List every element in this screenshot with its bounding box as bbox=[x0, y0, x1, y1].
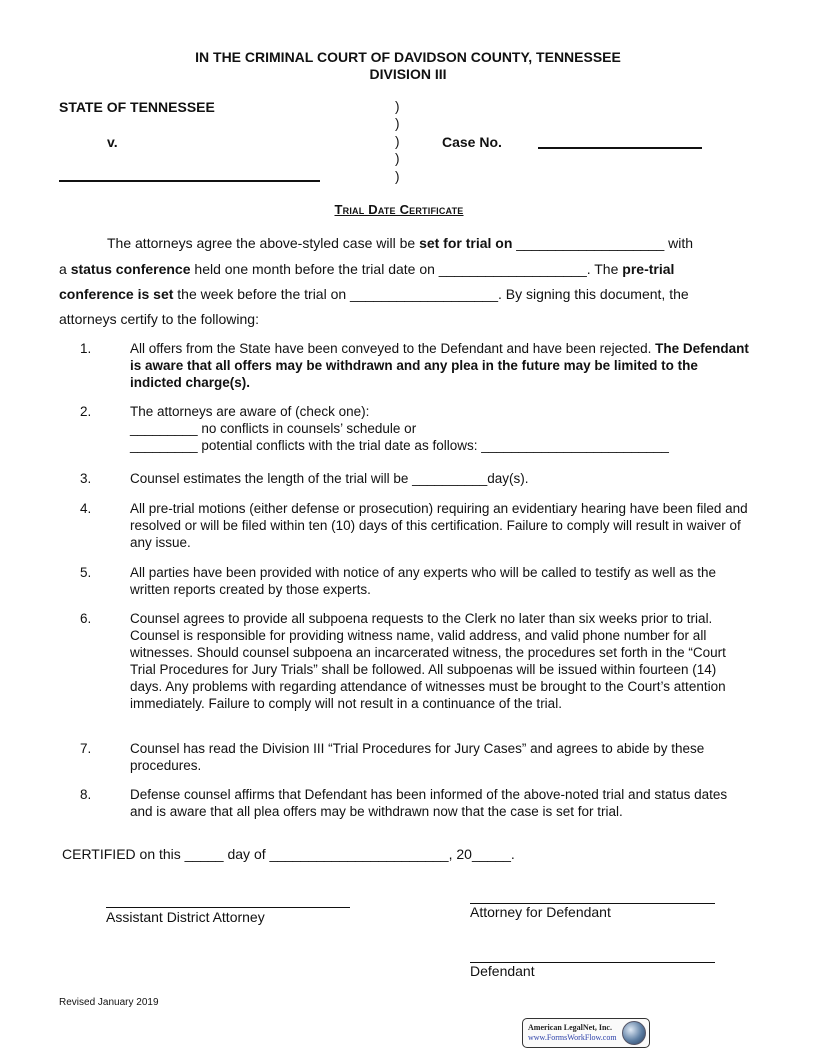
item-number: 8. bbox=[80, 787, 92, 802]
item-text: The attorneys are aware of (check one): _________ no conflicts in counsels’ schedule or _________ potential conflicts with the trial date as follows: _________________________ bbox=[130, 403, 750, 454]
item-text: Counsel agrees to provide all subpoena requests to the Clerk no later than six weeks prior to trial. Counsel is responsible for providing witness name, valid address, and valid phone number for all witnesses. Should counsel subpoena an incarcerated witness, the procedures set forth in the “Court Trial Procedures for Jury Trials” shall be followed. All subpoenas will be issued within fourteen (14) days. Any problems with regarding attendance of witnesses must be brought to the Court’s attention immediately. Failure to comply will not result in a continuance of the trial. bbox=[130, 611, 726, 711]
item-text: Counsel has read the Division III “Trial Procedures for Jury Cases” and agrees to abide by these procedures. bbox=[130, 741, 705, 773]
forms-workflow-logo[interactable]: American LegalNet, Inc. www.FormsWorkFlow.com bbox=[522, 1018, 650, 1048]
item-text: All offers from the State have been conveyed to the Defendant and have been rejected. The Defendant is aware that all offers may be withdrawn and any plea in the future may be limited to the indicted charge(s). bbox=[130, 341, 749, 390]
defendant-signature-label: Defendant bbox=[470, 963, 535, 979]
defendant-name-line[interactable] bbox=[59, 180, 320, 182]
item-text: Counsel estimates the length of the trial will be __________day(s). bbox=[130, 471, 529, 486]
document-title: Trial Date Certificate bbox=[334, 202, 464, 217]
item-text: All parties have been provided with notice of any experts who will be called to testify as well as the written reports created by those experts. bbox=[130, 565, 717, 597]
item-number: 4. bbox=[80, 501, 92, 516]
caption-parentheses: ) ) ) ) ) bbox=[395, 99, 400, 184]
state-of-tennessee: STATE OF TENNESSEE bbox=[59, 99, 215, 115]
globe-icon bbox=[622, 1021, 646, 1045]
potential-conflicts-option[interactable]: _________ potential conflicts with the trial date as follows: _________________________ bbox=[130, 438, 669, 453]
item-number: 6. bbox=[80, 611, 92, 626]
item-number: 1. bbox=[80, 341, 92, 356]
division-heading: DIVISION III bbox=[369, 66, 447, 82]
item-text: All pre-trial motions (either defense or prosecution) requiring an evidentiary hearing have been filed and resolved or will be filed within ten (10) days of this certification. Failure to comply will result in waiver of any issue. bbox=[130, 501, 748, 550]
ada-signature-label: Assistant District Attorney bbox=[106, 909, 265, 925]
versus-label: v. bbox=[107, 134, 118, 150]
ada-signature-line[interactable] bbox=[106, 907, 350, 908]
item-text: Defense counsel affirms that Defendant has been informed of the above-noted trial and status dates and is aware that all plea offers may be withdrawn now that the case is set for trial. bbox=[130, 787, 728, 819]
no-conflicts-option[interactable]: _________ no conflicts in counsels’ schedule or bbox=[130, 421, 417, 436]
intro-line-1: The attorneys agree the above-styled case will be set for trial on ___________________ with bbox=[107, 235, 694, 251]
case-no-label: Case No. bbox=[442, 134, 502, 150]
defense-attorney-signature-label: Attorney for Defendant bbox=[470, 904, 611, 920]
item-number: 5. bbox=[80, 565, 92, 580]
item-number: 2. bbox=[80, 404, 92, 419]
case-no-line[interactable] bbox=[538, 147, 702, 149]
item-number: 3. bbox=[80, 471, 92, 486]
item-number: 7. bbox=[80, 741, 92, 756]
intro-line-3: conference is set the week before the trial on ___________________. By signing this document, the bbox=[59, 286, 689, 302]
court-heading: IN THE CRIMINAL COURT OF DAVIDSON COUNTY, TENNESSEE bbox=[195, 49, 621, 65]
intro-line-4: attorneys certify to the following: bbox=[59, 311, 259, 327]
intro-line-2: a status conference held one month before the trial date on ___________________. The pre-trial bbox=[59, 261, 675, 277]
revised-date: Revised January 2019 bbox=[59, 997, 159, 1008]
certified-date-line: CERTIFIED on this _____ day of _______________________, 20_____. bbox=[62, 846, 515, 862]
